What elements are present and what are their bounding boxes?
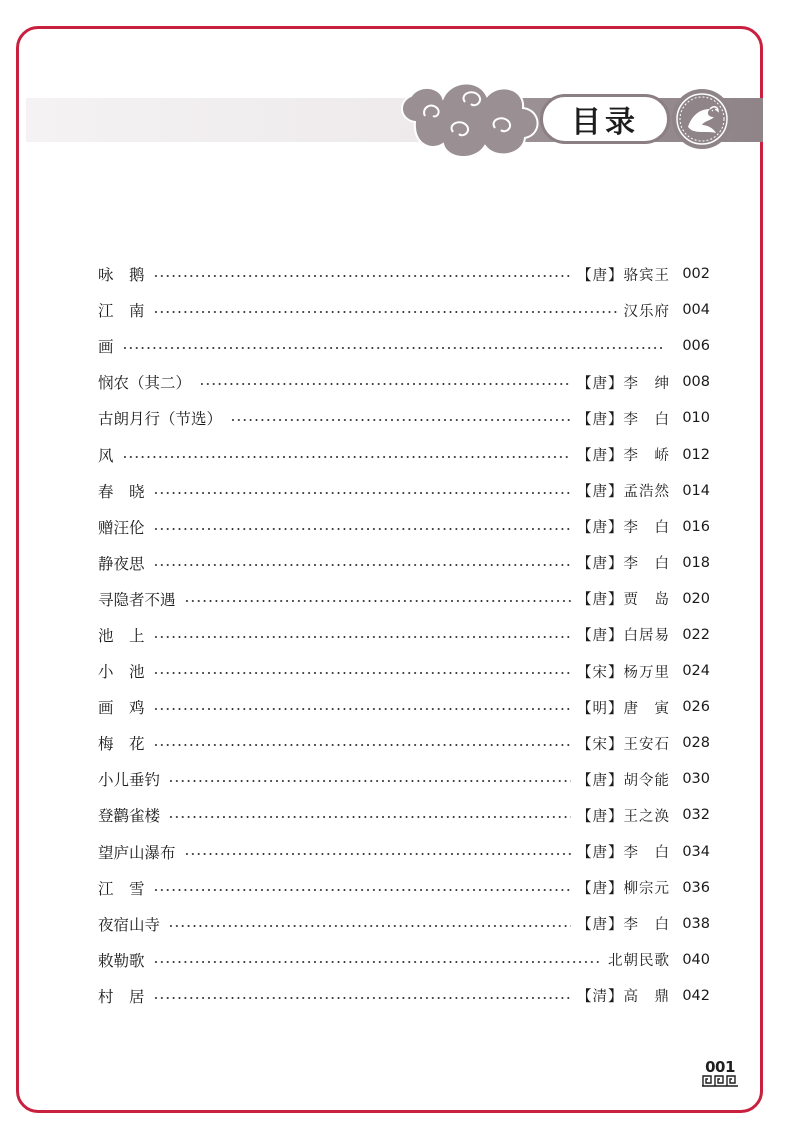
toc-leader-dots	[153, 564, 571, 566]
toc-entry[interactable]	[98, 364, 710, 400]
toc-entry-title: 咏 鹅	[98, 266, 145, 285]
toc-entry-page: 002	[682, 266, 710, 283]
toc-entry[interactable]	[98, 942, 710, 978]
toc-entry-author: 【唐】柳宗元	[577, 881, 670, 898]
toc-leader-dots	[153, 889, 571, 891]
toc-entry[interactable]	[98, 328, 710, 364]
toc-entry-title: 村 居	[98, 987, 145, 1006]
toc-leader-dots	[153, 997, 571, 999]
toc-entry-title: 登鹳雀楼	[98, 807, 161, 826]
toc-entry[interactable]	[98, 978, 710, 1014]
toc-entry-page: 024	[682, 663, 710, 680]
toc-leader-dots	[153, 672, 571, 674]
toc-entry[interactable]	[98, 834, 710, 870]
toc-leader-dots	[153, 311, 618, 313]
toc-leader-dots	[153, 744, 571, 746]
toc-entry-page: 022	[682, 626, 710, 643]
toc-entry-author: 【唐】李 白	[577, 845, 670, 862]
toc-entry[interactable]	[98, 725, 710, 761]
table-of-contents	[98, 256, 710, 1014]
toc-entry-title: 夜宿山寺	[98, 915, 161, 934]
toc-entry[interactable]	[98, 870, 710, 906]
toc-entry-author: 汉乐府	[623, 303, 670, 320]
toc-entry-author: 【唐】孟浩然	[577, 484, 670, 501]
toc-entry-title: 风	[98, 446, 114, 465]
toc-entry-author: 【唐】胡令能	[577, 772, 670, 789]
toc-entry[interactable]	[98, 292, 710, 328]
toc-entry[interactable]	[98, 761, 710, 797]
toc-entry-title: 赠汪伦	[98, 518, 145, 537]
toc-entry-author: 【唐】李 绅	[577, 375, 670, 392]
toc-entry-author: 北朝民歌	[608, 953, 670, 970]
toc-leader-dots	[153, 636, 571, 638]
toc-entry-author: 【唐】李 峤	[577, 448, 670, 465]
toc-entry-page: 030	[682, 771, 710, 788]
toc-entry-page: 032	[682, 807, 710, 824]
toc-entry-page: 026	[682, 699, 710, 716]
toc-entry[interactable]	[98, 689, 710, 725]
toc-entry-title: 小儿垂钓	[98, 771, 161, 790]
toc-leader-dots	[122, 456, 571, 458]
toc-entry[interactable]	[98, 509, 710, 545]
toc-leader-dots	[153, 492, 571, 494]
toc-entry-page: 020	[682, 590, 710, 607]
toc-entry-title: 望庐山瀑布	[98, 843, 176, 862]
toc-leader-dots	[122, 347, 664, 349]
toc-entry-title: 寻隐者不遇	[98, 590, 176, 609]
toc-entry-title: 画	[98, 338, 114, 357]
toc-entry[interactable]	[98, 436, 710, 472]
toc-entry-author: 【清】高 鼎	[577, 989, 670, 1006]
toc-entry-title: 小 池	[98, 663, 145, 682]
toc-entry-page: 018	[682, 554, 710, 571]
toc-entry-author: 【唐】王之涣	[577, 808, 670, 825]
toc-leader-dots	[168, 925, 571, 927]
toc-entry-author: 【唐】李 白	[577, 917, 670, 934]
toc-entry-author: 【唐】李 白	[577, 556, 670, 573]
toc-entry-title: 悯农（其二）	[98, 374, 192, 393]
toc-entry-title: 静夜思	[98, 554, 145, 573]
toc-entry-title: 池 上	[98, 626, 145, 645]
toc-entry-page: 040	[682, 951, 710, 968]
auspicious-cloud-icon	[395, 72, 545, 164]
toc-entry-title: 江 南	[98, 302, 145, 321]
toc-leader-dots	[199, 383, 571, 385]
toc-entry-page: 042	[682, 987, 710, 1004]
toc-entry-page: 038	[682, 915, 710, 932]
toc-entry[interactable]	[98, 906, 710, 942]
toc-entry-title: 画 鸡	[98, 699, 145, 718]
toc-entry-page: 016	[682, 518, 710, 535]
toc-entry[interactable]	[98, 797, 710, 833]
toc-leader-dots	[153, 275, 571, 277]
toc-entry-author: 【唐】白居易	[577, 628, 670, 645]
toc-leader-dots	[153, 961, 602, 963]
fret-pattern-icon	[702, 1075, 738, 1087]
toc-leader-dots	[184, 600, 571, 602]
toc-entry[interactable]	[98, 581, 710, 617]
toc-entry[interactable]	[98, 400, 710, 436]
toc-entry-title: 江 雪	[98, 879, 145, 898]
toc-entry-author: 【宋】杨万里	[577, 664, 670, 681]
toc-entry-title: 敕勒歌	[98, 951, 145, 970]
toc-entry[interactable]	[98, 473, 710, 509]
toc-entry-page: 034	[682, 843, 710, 860]
phoenix-medallion-icon	[670, 87, 734, 151]
toc-leader-dots	[168, 780, 571, 782]
toc-leader-dots	[153, 528, 571, 530]
toc-entry-page: 010	[682, 410, 710, 427]
toc-entry-author: 【宋】王安石	[577, 736, 670, 753]
toc-entry-page: 014	[682, 482, 710, 499]
toc-entry-author: 【唐】李 白	[577, 411, 670, 428]
toc-entry-author: 【唐】骆宾王	[577, 267, 670, 284]
toc-entry-page: 008	[682, 374, 710, 391]
toc-leader-dots	[168, 816, 571, 818]
toc-leader-dots	[230, 419, 571, 421]
toc-entry-title: 古朗月行（节选）	[98, 410, 223, 429]
toc-entry-page: 028	[682, 735, 710, 752]
toc-entry-page: 004	[682, 302, 710, 319]
toc-entry[interactable]	[98, 617, 710, 653]
toc-entry[interactable]	[98, 653, 710, 689]
toc-entry-page: 006	[682, 338, 710, 355]
toc-entry-title: 春 晓	[98, 482, 145, 501]
toc-entry-page: 036	[682, 879, 710, 896]
toc-entry-author: 【唐】李 白	[577, 520, 670, 537]
toc-entry-author: 【唐】贾 岛	[577, 592, 670, 609]
toc-entry-title: 梅 花	[98, 735, 145, 754]
toc-entry-author: 【明】唐 寅	[577, 700, 670, 717]
toc-entry[interactable]	[98, 545, 710, 581]
toc-leader-dots	[184, 853, 571, 855]
page-title: 目录	[571, 105, 639, 140]
toc-entry-page: 012	[682, 446, 710, 463]
title-plate	[540, 94, 670, 144]
page-number: 001	[705, 1058, 735, 1076]
toc-leader-dots	[153, 708, 571, 710]
toc-entry[interactable]	[98, 256, 710, 292]
